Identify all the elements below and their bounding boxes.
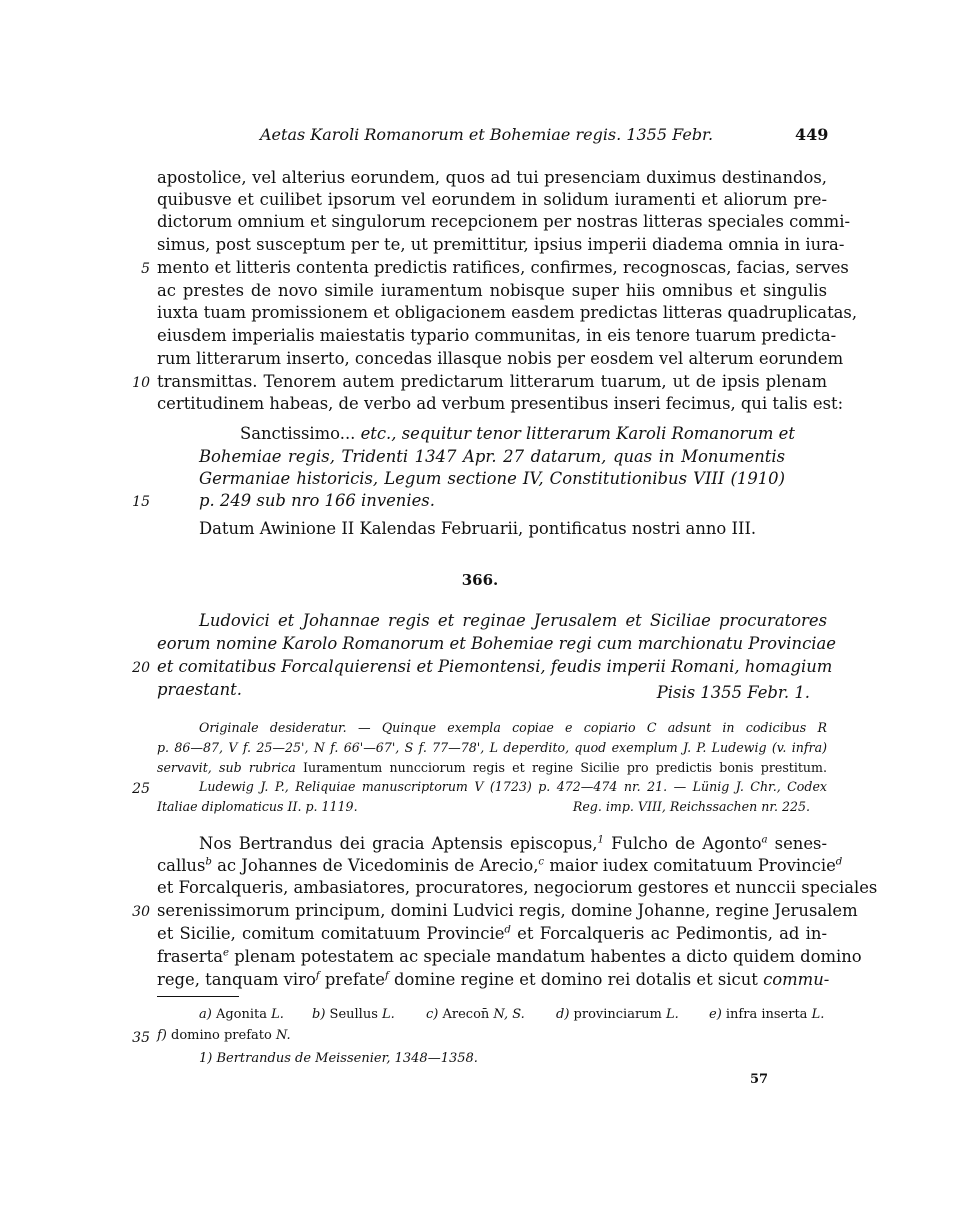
text-line: simus, post susceptum per te, ut premittitur, ipsius imperii diadema omnia in iura- [157, 235, 845, 254]
text-line: mento et litteris contenta predictis ratifices, confirmes, recognoscas, facias, serves [157, 258, 849, 277]
variant-ref: c [538, 856, 545, 868]
insert-line: p. 249 sub nro 166 invenies. [199, 491, 435, 510]
running-title: Aetas Karoli Romanorum et Bohemiae regis. 1355 Febr. [260, 125, 714, 144]
text-line: rege, tanquam viro$^f$ prefate$^f$ domine regine et domino rei dotalis et sicut commu- [157, 970, 830, 989]
line-number: 35 [132, 1030, 150, 1046]
apparatus-line: p. 86—87, V f. 25—25', N f. 66'—67', S f. 77—78', L deperdito, quod exemplum J. P. Ludewig (v. infra) [157, 740, 827, 755]
variant-note-b: b) Seullus L. [312, 1007, 395, 1022]
line-number: 15 [132, 494, 150, 510]
text-line: rum litterarum inserto, concedas illasque nobis per eosdem vel alterum eorundem [157, 349, 844, 368]
text-line: iuxta tuam promissionem et obligacionem easdem predictas litteras quadruplicatas, [157, 303, 858, 322]
regest-date: Pisis 1355 Febr. 1. [656, 683, 810, 702]
insert-note: etc., sequitur tenor litterarum Karoli Romanorum et [360, 424, 795, 443]
variant-ref: f [384, 970, 389, 982]
variant-note-f: f) domino prefato N. [157, 1028, 291, 1043]
variant-note-c: c) Arecon̄ N, S. [426, 1007, 525, 1022]
variant-note-e: e) infra inserta L. [709, 1007, 825, 1022]
apparatus-rubric: Iuramentum nuncciorum regis et regine Sicilie pro predictis bonis prestitum. [303, 760, 827, 775]
footnote-1: 1) Bertrandus de Meissenier, 1348—1358. [199, 1051, 478, 1066]
variant-ref: e [222, 947, 229, 959]
signature-mark: 57 [750, 1072, 769, 1087]
insert-line: Bohemiae regis, Tridenti 1347 Apr. 27 datarum, quas in Monumentis [199, 447, 785, 466]
text-line: quibusve et cuilibet ipsorum vel eorundem in solidum iuramenti et aliorum pre- [157, 190, 827, 209]
variant-ref: f [315, 970, 320, 982]
line-number: 5 [141, 261, 150, 277]
insert-line [240, 424, 795, 443]
apparatus-line: Ludewig J. P., Reliquiae manuscriptorum V (1723) p. 472—474 nr. 21. — Lünig J. Chr., Codex [199, 779, 827, 794]
variant-ref: a [761, 834, 768, 846]
apparatus-line [157, 760, 827, 775]
line-number: 20 [132, 660, 150, 676]
regest-line: Ludovici et Johannae regis et reginae Jerusalem et Siciliae procuratores [199, 611, 827, 630]
datum-line: Datum Awinione II Kalendas Februarii, pontificatus nostri anno III. [199, 519, 757, 538]
insert-incipit: Sanctissimo... [240, 424, 361, 443]
text-line: serenissimorum principum, domini Ludvici regis, domine Johanne, regine Jerusalem [157, 901, 858, 920]
page-number: 449 [795, 125, 829, 144]
regest-line: eorum nomine Karolo Romanorum et Bohemiae regi cum marchionatu Provinciae [157, 634, 836, 653]
apparatus-line: Originale desideratur. — Quinque exempla copiae e copiario C adsunt in codicibus R [199, 720, 827, 735]
text-line: transmittas. Tenorem autem predictarum litterarum tuarum, ut de ipsis plenam [157, 372, 827, 391]
text-line: certitudinem habeas, de verbo ad verbum presentibus inseri fecimus, qui talis est: [157, 394, 844, 413]
text-line: callus$^b$ ac Johannes de Vicedominis de Arecio,$^c$ maior iudex comitatuum Provincie$^d$ [157, 856, 843, 875]
line-number: 10 [132, 375, 150, 391]
variant-note-d: d) provinciarum L. [556, 1007, 679, 1022]
variant-note-a: a) Agonita L. [199, 1007, 284, 1022]
line-number: 25 [132, 781, 150, 797]
apparatus-rubric-intro: servavit, sub rubrica [157, 760, 303, 775]
text-line: et Forcalqueris, ambasiatores, procuratores, negociorum gestores et nunccii speciales [157, 878, 878, 897]
text-line: fraserta$^e$ plenam potestatem ac speciale mandatum habentes a dicto quidem domino [157, 947, 862, 966]
text-line: eiusdem imperialis maiestatis typario communitas, in eis tenore tuarum predicta- [157, 326, 837, 345]
regest-line: et comitatibus Forcalquierensi et Piemontensi, feudis imperii Romani, homagium [157, 657, 833, 676]
variant-ref: d [835, 856, 843, 868]
variant-ref: b [205, 856, 212, 868]
footnote-ref: 1 [597, 834, 604, 846]
text-line: Nos Bertrandus dei gracia Aptensis episcopus,$^1$ Fulcho de Agonto$^a$ senes- [199, 834, 827, 853]
text-line: et Sicilie, comitum comitatuum Provincie$^d$ et Forcalqueris ac Pedimontis, ad in- [157, 924, 827, 943]
document-number: 366. [461, 571, 499, 589]
text-line: apostolice, vel alterius eorundem, quos ad tui presenciam duximus destinandos, [157, 168, 827, 187]
apparatus-line: Italiae diplomaticus II. p. 1119. [157, 799, 358, 814]
variant-ref: d [504, 924, 511, 936]
text-line: dictorum omnium et singulorum recepcionem per nostras litteras speciales commi- [157, 212, 850, 231]
apparatus-line: Reg. imp. VIII, Reichssachen nr. 225. [572, 799, 810, 814]
regest-line: praestant. [157, 680, 242, 699]
insert-line: Germaniae historicis, Legum sectione IV, Constitutionibus VIII (1910) [199, 469, 785, 488]
footnote-rule [157, 996, 239, 997]
line-number: 30 [132, 904, 150, 920]
text-line: ac prestes de novo simile iuramentum nobisque super hiis omnibus et singulis [157, 281, 827, 300]
